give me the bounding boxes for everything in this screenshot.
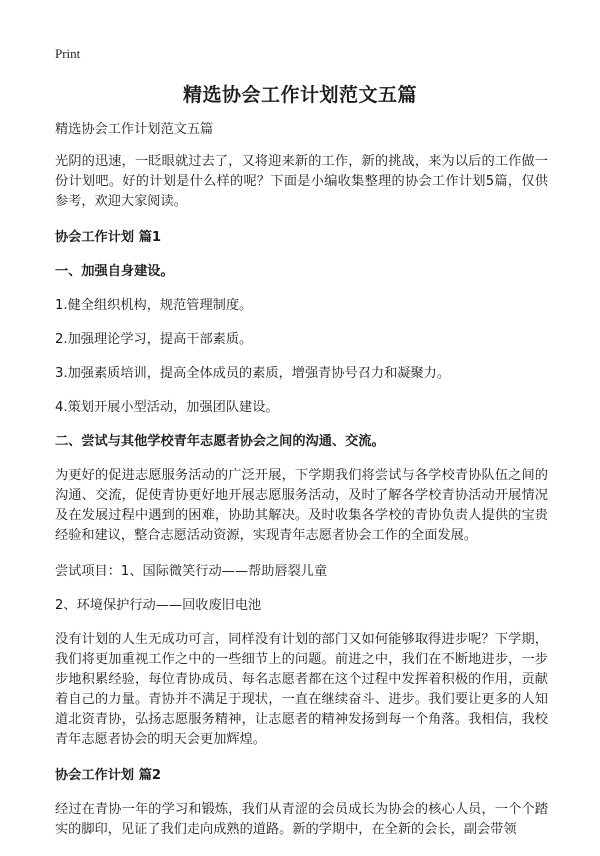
list-item: 1.健全组织机构，规范管理制度。 — [55, 298, 253, 313]
section2-paragraph: 经过在青协一年的学习和锻炼，我们从青涩的会员成长为协会的核心人员，一个个踏实的脚印，见证了我们走向成熟的道路。新的学期中，在全新的会长，副会带领 — [55, 802, 548, 837]
document-subtitle: 精选协会工作计划范文五篇 — [55, 122, 214, 137]
print-label: Print — [55, 46, 81, 61]
part2-paragraph: 为更好的促进志愿服务活动的广泛开展，下学期我们将尝试与各学校青协队伍之间的沟通、交流，促使青协更好地开展志愿服务活动，及时了解各学校青协活动开展情况及在发展过程中遇到的困难，协助其解决。及时收集各学校的青协负责人提供的宝贵经验和建议，整合志愿活动资源，实现青年志愿者协会工作的全面发展。 — [55, 468, 548, 543]
list-item: 4.策划开展小型活动，加强团队建设。 — [55, 400, 279, 415]
part-heading-2: 二、尝试与其他学校青年志愿者协会之间的沟通、交流。 — [55, 434, 385, 449]
intro-paragraph: 光阴的迅速，一眨眼就过去了，又将迎来新的工作，新的挑战，来为以后的工作做一份计划吧。好的计划是什么样的呢？下面是小编收集整理的协会工作计划5篇，仅供参考，欢迎大家阅读。 — [55, 154, 548, 209]
document-body — [55, 120, 548, 856]
project-item-1: 尝试项目：1、国际微笑行动——帮助唇裂儿童 — [55, 564, 328, 579]
section-heading-2: 协会工作计划 篇2 — [55, 768, 162, 783]
list-item: 3.加强素质培训，提高全体成员的素质，增强青协号召力和凝聚力。 — [55, 366, 451, 381]
part-heading-1: 一、加强自身建设。 — [55, 264, 174, 279]
page-title: 精选协会工作计划范文五篇 — [182, 84, 417, 106]
closing-paragraph: 没有计划的人生无成功可言，同样没有计划的部门又如何能够取得进步呢？下学期，我们将更加重视工作之中的一些细节上的问题。前进之中，我们在不断地进步，一步步地积累经验，每位青协成员、每名志愿者都在这个过程中发挥着积极的作用，贡献着自己的力量。青协并不满足于现状，一直在继续奋斗、进步。我们要让更多的人知道北资青协，弘扬志愿服务精神，让志愿者的精神发扬到每一个角落。我相信，我校青年志愿者协会的明天会更加辉煌。 — [55, 632, 548, 747]
project-item-2: 2、环境保护行动——回收废旧电池 — [55, 598, 262, 613]
section-heading-1: 协会工作计划 篇1 — [55, 230, 162, 245]
list-item: 2.加强理论学习，提高干部素质。 — [55, 332, 253, 347]
